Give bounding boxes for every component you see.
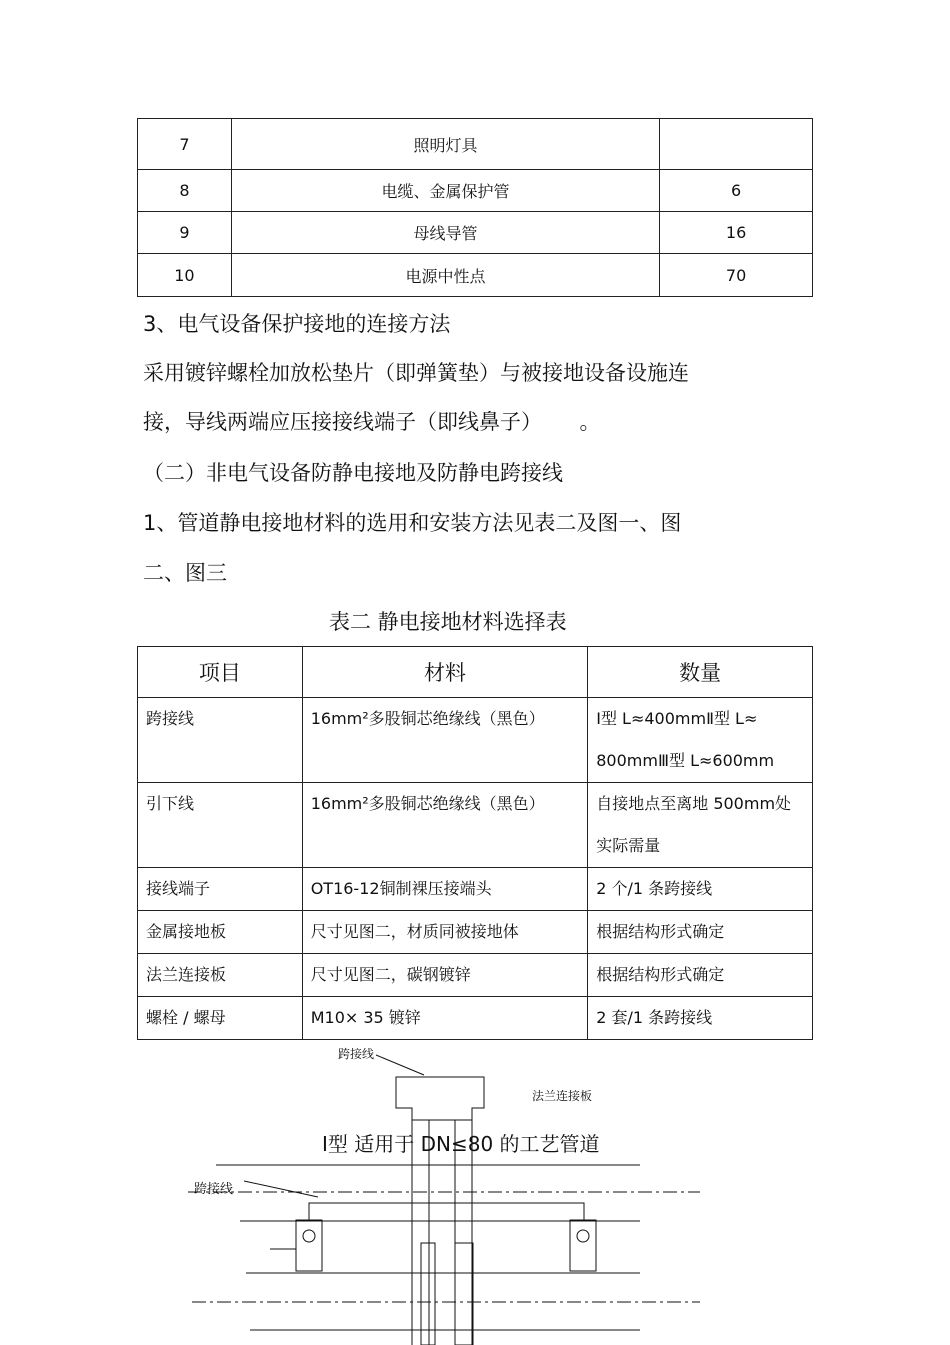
row-value: 6	[660, 170, 813, 212]
cell-quantity: 2 套/1 条跨接线	[588, 997, 813, 1040]
cell-quantity: 2 个/1 条跨接线	[588, 868, 813, 911]
table-row	[138, 698, 813, 783]
table-row	[138, 954, 813, 997]
label-flange-plate: 法兰连接板	[532, 1089, 593, 1103]
cell-quantity	[588, 698, 813, 783]
static-grounding-material-table	[137, 646, 813, 1040]
lug-hole	[577, 1230, 589, 1242]
flange-plate-shape	[396, 1077, 484, 1120]
table-caption: 表二 静电接地材料选择表	[329, 610, 567, 634]
row-name: 母线导管	[231, 212, 659, 254]
table-header-row	[138, 647, 813, 698]
table-row	[138, 170, 813, 212]
row-name: 照明灯具	[231, 119, 659, 170]
table-row	[138, 911, 813, 954]
cell-material: 16mm²多股铜芯绝缘线（黑色）	[302, 698, 588, 783]
lug-right	[570, 1220, 596, 1271]
table-row	[138, 212, 813, 254]
header-item: 项目	[138, 647, 303, 698]
cell-quantity: 根据结构形式确定	[588, 954, 813, 997]
lug-left	[296, 1220, 322, 1271]
jumper-wire	[309, 1203, 584, 1220]
quantity-line: Ⅰ型 L≈400mmⅡ型 L≈	[596, 709, 758, 728]
cell-material: 尺寸见图二，材质同被接地体	[302, 911, 588, 954]
cell-item: 接线端子	[138, 868, 303, 911]
header-quantity: 数量	[588, 647, 813, 698]
label-jumper-left: 跨接线	[194, 1182, 234, 1197]
paragraph-text: 接，导线两端应压接接线端子（即线鼻子）	[143, 410, 532, 434]
section-heading: （二）非电气设备防静电接地及防静电跨接线	[143, 461, 563, 485]
cell-item: 引下线	[138, 783, 303, 868]
table-row	[138, 119, 813, 170]
lug-hole	[303, 1230, 315, 1242]
label-jumper-top: 跨接线	[338, 1047, 375, 1061]
row-name: 电源中性点	[231, 254, 659, 297]
cell-quantity	[588, 783, 813, 868]
paragraph-line: 二、图三	[143, 561, 227, 585]
quantity-line: 自接地点至离地 500mm处	[596, 794, 792, 813]
cell-material: 尺寸见图二，碳钢镀锌	[302, 954, 588, 997]
cell-item: 螺栓 / 螺母	[138, 997, 303, 1040]
header-material: 材料	[302, 647, 588, 698]
row-value	[660, 119, 813, 170]
row-number: 10	[138, 254, 232, 297]
paragraph-line	[143, 406, 601, 436]
leader-line	[244, 1181, 318, 1197]
table-row	[138, 997, 813, 1040]
leader-line	[376, 1055, 424, 1075]
cell-item: 金属接地板	[138, 911, 303, 954]
grounding-table-continued	[137, 118, 813, 297]
cell-quantity: 根据结构形式确定	[588, 911, 813, 954]
table-row	[138, 254, 813, 297]
paragraph-line: 1、管道静电接地材料的选用和安装方法见表二及图一、图	[143, 511, 682, 535]
row-number: 8	[138, 170, 232, 212]
table-row	[138, 868, 813, 911]
row-value: 70	[660, 254, 813, 297]
row-number: 7	[138, 119, 232, 170]
section-heading: 3、电气设备保护接地的连接方法	[143, 312, 451, 336]
cell-item: 跨接线	[138, 698, 303, 783]
jumper-diagram	[0, 1035, 950, 1345]
figure-caption: Ⅰ型 适用于 DN≤80 的工艺管道	[322, 1132, 600, 1156]
quantity-line: 800mmⅢ型 L≈600mm	[596, 751, 775, 770]
table-row	[138, 783, 813, 868]
row-value: 16	[660, 212, 813, 254]
cell-material: OT16-12铜制裸压接端头	[302, 868, 588, 911]
cell-material: 16mm²多股铜芯绝缘线（黑色）	[302, 783, 588, 868]
quantity-line: 实际需量	[596, 836, 661, 855]
paragraph-period: 。	[579, 410, 601, 434]
row-name: 电缆、金属保护管	[231, 170, 659, 212]
row-number: 9	[138, 212, 232, 254]
cell-material: M10× 35 镀锌	[302, 997, 588, 1040]
cell-item: 法兰连接板	[138, 954, 303, 997]
paragraph-line: 采用镀锌螺栓加放松垫片（即弹簧垫）与被接地设备设施连	[143, 361, 689, 385]
